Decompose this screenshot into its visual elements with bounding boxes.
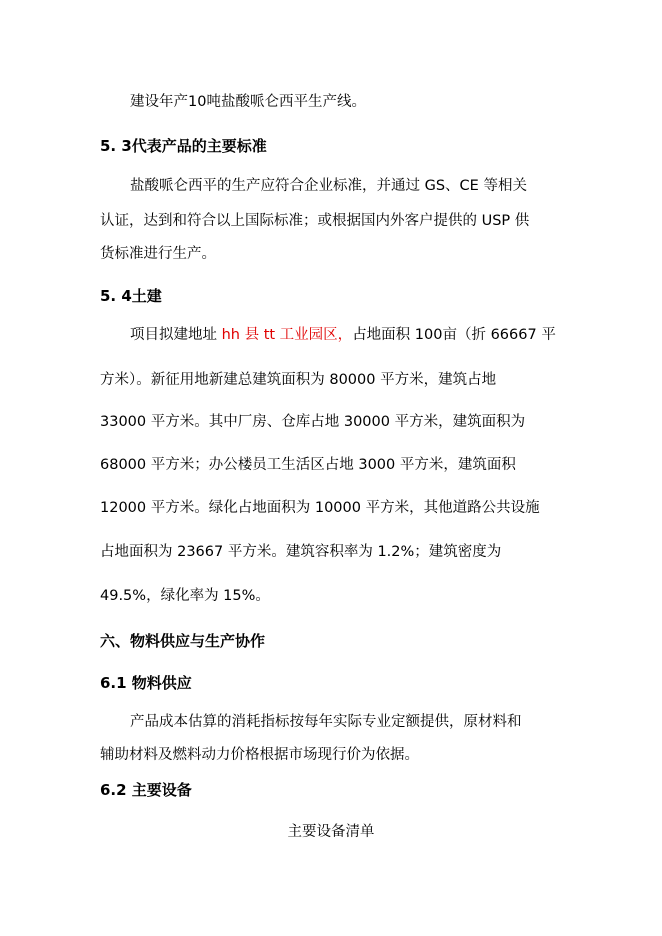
- heading-5-3: 5. 3代表产品的主要标准: [100, 137, 267, 155]
- heading-6-2: 6.2 主要设备: [100, 781, 192, 799]
- paragraph-5-3-line-2: 认证，达到和符合以上国际标准；或根据国内外客户提供的 USP 供: [100, 213, 530, 229]
- paragraph-6-1-line-2: 辅助材料及燃料动力价格根据市场现行价为依据。: [100, 747, 419, 763]
- paragraph-5-4-line-5: 12000 平方米。绿化占地面积为 10000 平方米，其他道路公共设施: [100, 500, 540, 516]
- paragraph-6-1-line-1: 产品成本估算的消耗指标按每年实际专业定额提供，原材料和: [130, 714, 522, 730]
- paragraph-5-4-line-6: 占地面积为 23667 平方米。建筑容积率为 1.2%；建筑密度为: [100, 544, 502, 560]
- heading-6: 六、物料供应与生产协作: [100, 632, 266, 650]
- paragraph-5-4-line-4: 68000 平方米；办公楼员工生活区占地 3000 平方米，建筑面积: [100, 457, 516, 473]
- heading-5-4: 5. 4土建: [100, 287, 162, 305]
- text-suffix: 占地面积 100亩（折 66667 平: [352, 327, 556, 343]
- text-prefix: 项目拟建地址: [130, 327, 222, 343]
- paragraph-production-line: 建设年产10吨盐酸哌仑西平生产线。: [130, 94, 366, 110]
- heading-6-1: 6.1 物料供应: [100, 674, 192, 692]
- paragraph-5-4-line-3: 33000 平方米。其中厂房、仓库占地 30000 平方米，建筑面积为: [100, 414, 526, 430]
- table-caption: 主要设备清单: [287, 824, 375, 840]
- paragraph-5-4-line-2: 方米）。新征用地新建总建筑面积为 80000 平方米，建筑占地: [100, 372, 497, 388]
- paragraph-5-3-line-1: 盐酸哌仑西平的生产应符合企业标准，并通过 GS、CE 等相关: [130, 178, 527, 194]
- paragraph-5-4-line-7: 49.5%，绿化率为 15%。: [100, 588, 270, 604]
- paragraph-5-3-line-3: 货标准进行生产。: [100, 246, 216, 262]
- site-address-highlight: hh 县 tt 工业园区，: [221, 327, 353, 343]
- paragraph-5-4-line-1: [130, 325, 600, 345]
